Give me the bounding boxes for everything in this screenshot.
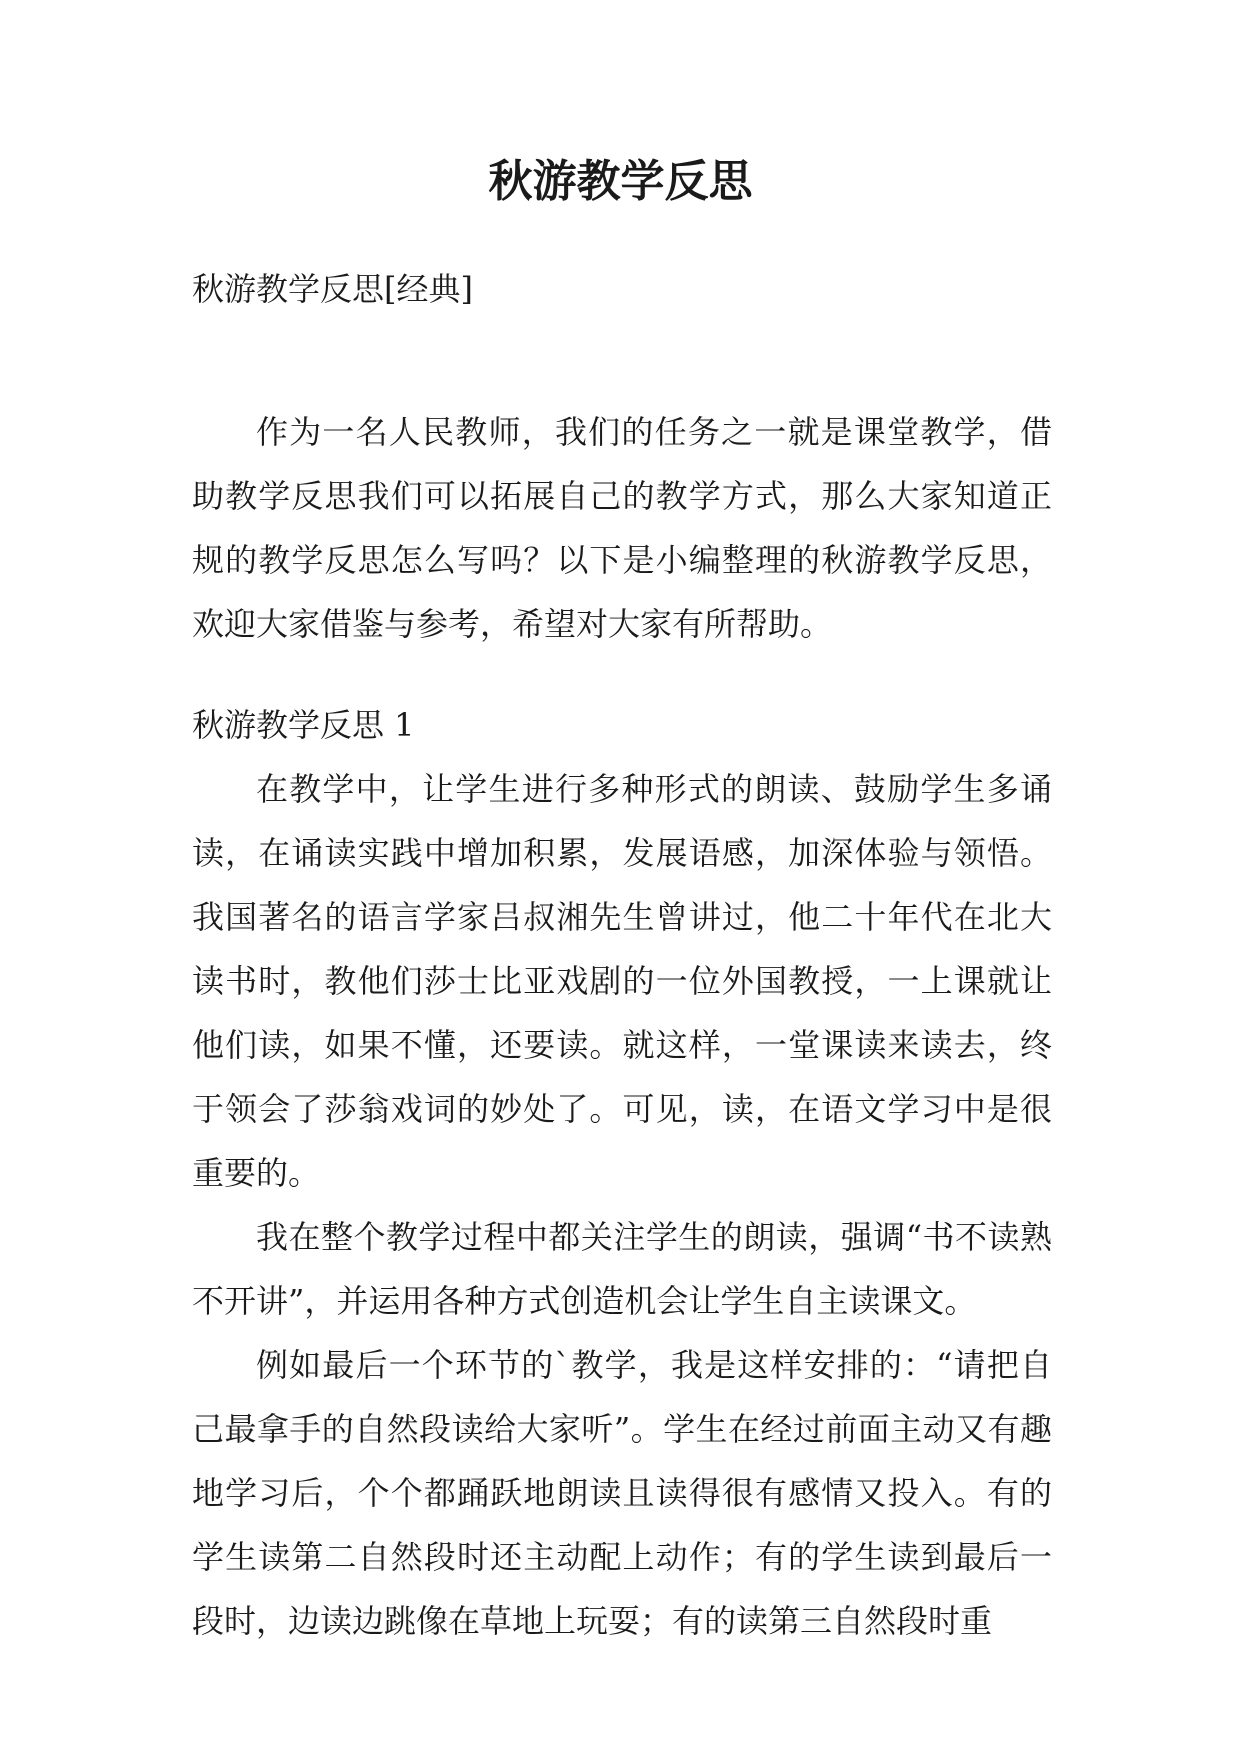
section-paragraph: 例如最后一个环节的`教学，我是这样安排的：“请把自己最拿手的自然段读给大家听”。学生在经过前面主动又有趣地学习后，个个都踊跃地朗读且读得很有感情又投入。有的学生读第二自然段时还主动配上动作；有的学生读到最后一段时，边读边跳像在草地上玩耍；有的读第三自然段时重 (192, 1346, 1052, 1640)
section-paragraph: 在教学中，让学生进行多种形式的朗读、鼓励学生多诵读，在诵读实践中增加积累，发展语感，加深体验与领悟。我国著名的语言学家吕叔湘先生曾讲过，他二十年代在北大读书时，教他们莎士比亚戏剧的一位外国教授，一上课就让他们读，如果不懂，还要读。就这样，一堂课读来读去，终于领会了莎翁戏词的妙处了。可见，读，在语文学习中是很重要的。 (192, 770, 1052, 1192)
section-heading: 秋游教学反思 1 (192, 706, 415, 744)
document-subtitle: 秋游教学反思[经典] (192, 270, 473, 308)
section-paragraph: 我在整个教学过程中都关注学生的朗读，强调“书不读熟不开讲”，并运用各种方式创造机会让学生自主读课文。 (192, 1218, 1052, 1320)
intro-paragraph: 作为一名人民教师，我们的任务之一就是课堂教学，借助教学反思我们可以拓展自己的教学方式，那么大家知道正规的教学反思怎么写吗？以下是小编整理的秋游教学反思，欢迎大家借鉴与参考，希望对大家有所帮助。 (192, 413, 1052, 643)
section-1 (192, 693, 1052, 1653)
page-title: 秋游教学反思 (488, 156, 753, 207)
